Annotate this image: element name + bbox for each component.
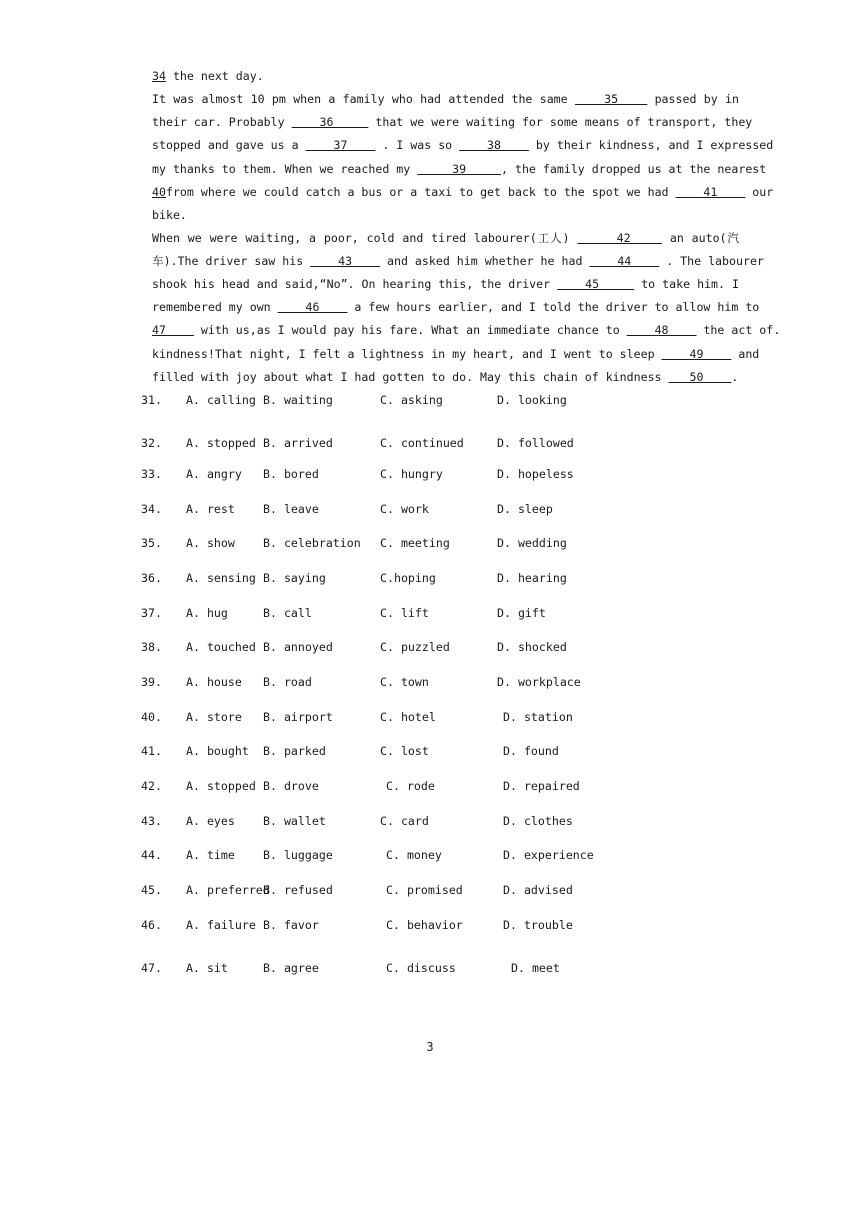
- answer-blank: 39: [417, 162, 502, 176]
- option-d: D. station: [503, 710, 573, 724]
- option-a: A. bought: [186, 744, 249, 758]
- question-number: 37.: [141, 606, 162, 620]
- question-number: 32.: [141, 436, 162, 450]
- answer-blank: 43: [310, 254, 380, 268]
- option-a: A. angry: [186, 467, 242, 481]
- question-number: 46.: [141, 918, 162, 932]
- option-c: C. card: [380, 814, 429, 828]
- option-c: C. asking: [380, 393, 443, 407]
- passage-line: [152, 298, 760, 316]
- option-a: A. calling: [186, 393, 256, 407]
- answer-blank: 40: [152, 185, 166, 199]
- question-number: 35.: [141, 536, 162, 550]
- question-row: [141, 673, 621, 691]
- passage-text: our: [745, 185, 774, 199]
- option-b: B. luggage: [263, 848, 333, 862]
- page-number: 3: [426, 1040, 434, 1054]
- passage-line: [152, 113, 753, 131]
- answer-blank: 45: [557, 277, 635, 291]
- passage-text: to take him. I: [634, 277, 740, 291]
- option-c: C. behavior: [386, 918, 463, 932]
- option-b: B. wallet: [263, 814, 326, 828]
- question-row: [141, 777, 621, 795]
- option-c: C. puzzled: [380, 640, 450, 654]
- answer-blank: 41: [675, 185, 746, 199]
- passage-text: their car. Probably: [152, 115, 292, 129]
- passage-text: with us,as I would pay his fare. What an immediate chance to: [193, 323, 627, 337]
- passage-line: [152, 183, 774, 201]
- answer-blank: 48: [626, 323, 697, 337]
- option-c: C.hoping: [380, 571, 436, 585]
- option-b: B. drove: [263, 779, 319, 793]
- option-a: A. stopped: [186, 779, 256, 793]
- option-a: A. time: [186, 848, 235, 862]
- passage-line: [152, 160, 767, 178]
- option-d: D. workplace: [497, 675, 581, 689]
- option-c: C. town: [380, 675, 429, 689]
- option-d: D. trouble: [503, 918, 573, 932]
- question-number: 44.: [141, 848, 162, 862]
- answer-blank: 49: [661, 347, 732, 361]
- option-b: B. celebration: [263, 536, 361, 550]
- option-b: B. airport: [263, 710, 333, 724]
- passage-text: filled with joy about what I had gotten to do. May this chain of kindness: [152, 370, 669, 384]
- option-b: B. favor: [263, 918, 319, 932]
- question-number: 38.: [141, 640, 162, 654]
- option-a: A. stopped: [186, 436, 256, 450]
- question-row: [141, 812, 621, 830]
- answer-blank: 36: [291, 115, 369, 129]
- passage-line: [152, 136, 774, 154]
- passage-text: a few hours earlier, and I told the driver to allow him to: [347, 300, 760, 314]
- question-number: 40.: [141, 710, 162, 724]
- passage-text: shook his head and said,“No”. On hearing this, the driver: [152, 277, 558, 291]
- option-d: D. advised: [503, 883, 573, 897]
- option-a: A. preferred: [186, 883, 270, 897]
- passage-text: and asked him whether he had: [380, 254, 590, 268]
- question-number: 45.: [141, 883, 162, 897]
- option-b: B. road: [263, 675, 312, 689]
- option-a: A. sit: [186, 961, 228, 975]
- question-row: [141, 604, 621, 622]
- option-c: C. promised: [386, 883, 463, 897]
- question-row: [141, 708, 621, 726]
- option-c: C. work: [380, 502, 429, 516]
- question-row: [141, 465, 621, 483]
- passage-text: from where we could catch a bus or a taxi to get back to the spot we had: [165, 185, 676, 199]
- option-a: A. eyes: [186, 814, 235, 828]
- option-b: B. saying: [263, 571, 326, 585]
- option-d: D. wedding: [497, 536, 567, 550]
- question-number: 34.: [141, 502, 162, 516]
- passage-line: [152, 229, 739, 247]
- option-d: D. looking: [497, 393, 567, 407]
- option-d: D. sleep: [497, 502, 553, 516]
- question-number: 47.: [141, 961, 162, 975]
- option-a: A. show: [186, 536, 235, 550]
- question-row: [141, 434, 621, 452]
- passage-text: , the family dropped us at the nearest: [501, 162, 767, 176]
- passage-text: It was almost 10 pm when a family who had attended the same: [152, 92, 575, 106]
- passage-text: the act of.: [696, 323, 781, 337]
- passage-text: by their kindness, and I expressed: [528, 138, 774, 152]
- answer-blank: 35: [574, 92, 648, 106]
- question-row: [141, 391, 621, 409]
- answer-blank: 47: [152, 323, 194, 337]
- question-number: 36.: [141, 571, 162, 585]
- answer-blank: 42: [577, 231, 662, 245]
- option-a: A. store: [186, 710, 242, 724]
- option-d: D. found: [503, 744, 559, 758]
- question-number: 31.: [141, 393, 162, 407]
- question-number: 33.: [141, 467, 162, 481]
- passage-text: When we were waiting, a poor, cold and tired labourer(工人): [152, 231, 578, 245]
- passage-line: [152, 90, 739, 108]
- question-row: [141, 569, 621, 587]
- option-b: B. parked: [263, 744, 326, 758]
- option-c: C. meeting: [380, 536, 450, 550]
- passage-line: [152, 368, 739, 386]
- option-b: B. bored: [263, 467, 319, 481]
- option-b: B. call: [263, 606, 312, 620]
- passage-line: [152, 67, 739, 85]
- option-d: D. hopeless: [497, 467, 574, 481]
- answer-blank: 34: [152, 69, 166, 83]
- option-b: B. arrived: [263, 436, 333, 450]
- option-d: D. meet: [511, 961, 560, 975]
- passage-text: stopped and gave us a: [152, 138, 306, 152]
- passage-line: [152, 345, 760, 363]
- passage-line: [152, 252, 764, 270]
- option-d: D. shocked: [497, 640, 567, 654]
- option-a: A. rest: [186, 502, 235, 516]
- option-a: A. failure: [186, 918, 256, 932]
- answer-blank: 46: [277, 300, 348, 314]
- option-b: B. agree: [263, 961, 319, 975]
- option-c: C. lost: [380, 744, 429, 758]
- passage-text: bike.: [152, 208, 187, 222]
- option-c: C. discuss: [386, 961, 456, 975]
- passage-text: kindness!That night, I felt a lightness in my heart, and I went to sleep: [152, 347, 662, 361]
- passage-line: [152, 206, 739, 224]
- answer-blank: 50: [668, 370, 732, 384]
- option-d: D. clothes: [503, 814, 573, 828]
- passage-text: my thanks to them. When we reached my: [152, 162, 418, 176]
- question-row: [141, 916, 621, 934]
- passage-text: .: [731, 370, 739, 384]
- option-a: A. sensing: [186, 571, 256, 585]
- answer-blank: 38: [459, 138, 529, 152]
- question-number: 41.: [141, 744, 162, 758]
- option-c: C. money: [386, 848, 442, 862]
- option-c: C. rode: [386, 779, 435, 793]
- question-number: 43.: [141, 814, 162, 828]
- option-b: B. waiting: [263, 393, 333, 407]
- passage-text: . The labourer: [659, 254, 764, 268]
- passage-text: remembered my own: [152, 300, 278, 314]
- option-d: D. followed: [497, 436, 574, 450]
- question-row: [141, 881, 621, 899]
- passage-line: [152, 275, 739, 293]
- question-row: [141, 742, 621, 760]
- passage-text: that we were waiting for some means of transport, they: [368, 115, 753, 129]
- question-row: [141, 959, 621, 977]
- option-a: A. house: [186, 675, 242, 689]
- option-a: A. hug: [186, 606, 228, 620]
- option-c: C. hotel: [380, 710, 436, 724]
- option-d: D. hearing: [497, 571, 567, 585]
- passage-text: 车).The driver saw his: [152, 254, 311, 268]
- passage-line: [152, 321, 781, 339]
- option-c: C. continued: [380, 436, 464, 450]
- option-c: C. hungry: [380, 467, 443, 481]
- question-row: [141, 846, 621, 864]
- option-a: A. touched: [186, 640, 256, 654]
- answer-blank: 44: [589, 254, 660, 268]
- question-row: [141, 638, 621, 656]
- option-d: D. gift: [497, 606, 546, 620]
- answer-blank: 37: [305, 138, 376, 152]
- passage-text: the next day.: [165, 69, 264, 83]
- passage-text: . I was so: [375, 138, 460, 152]
- question-number: 39.: [141, 675, 162, 689]
- option-b: B. annoyed: [263, 640, 333, 654]
- passage-text: and: [731, 347, 760, 361]
- option-d: D. experience: [503, 848, 594, 862]
- passage-text: passed by in: [647, 92, 739, 106]
- question-row: [141, 500, 621, 518]
- option-b: B. leave: [263, 502, 319, 516]
- passage-text: an auto(汽: [661, 231, 740, 245]
- question-row: [141, 534, 621, 552]
- option-d: D. repaired: [503, 779, 580, 793]
- option-b: B. refused: [263, 883, 333, 897]
- question-number: 42.: [141, 779, 162, 793]
- option-c: C. lift: [380, 606, 429, 620]
